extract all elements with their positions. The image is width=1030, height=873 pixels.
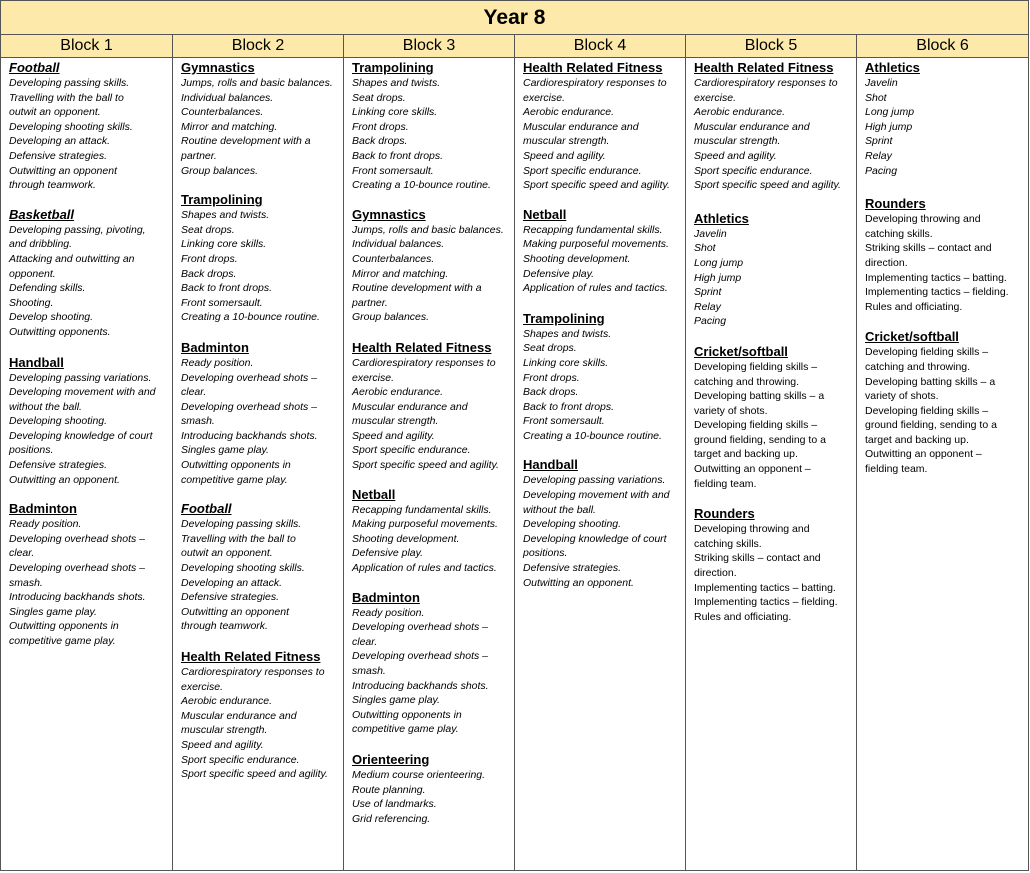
activity-line: Shooting. [9,296,54,309]
activity-line: Relay [694,300,721,313]
activity-line: Long jump [694,256,744,269]
activity-line: Individual balances. [181,91,274,104]
activity-line: Outwitting opponents. [9,325,111,338]
activity-line: Developing an attack. [9,135,110,148]
activity-section [9,355,168,488]
block-column [686,58,857,870]
block-header: Block 5 [686,35,857,57]
activity-section [181,192,339,325]
activity-line: Sport specific speed and agility. [523,179,670,192]
block-column [344,58,515,870]
activity-line: direction. [865,256,908,269]
activity-line: Outwitting an opponent – [694,463,811,476]
activity-title: Netball [352,486,396,502]
activity-line: Aerobic endurance. [181,695,273,708]
block-column [857,58,1028,870]
activity-line: fielding team. [865,463,928,476]
activity-title: Orienteering [352,751,430,767]
activity-section [352,340,510,473]
activity-section [694,344,852,491]
activity-section [181,501,339,634]
activity-line: Developing fielding skills – [694,360,818,373]
activity-line: Group balances. [181,164,259,177]
activity-line: Outwitting opponents in [181,459,291,472]
activity-lines [352,76,510,193]
activity-title: Health Related Fitness [181,649,321,664]
activity-line: opponent. [9,267,56,280]
activity-lines [9,76,168,193]
activity-line: Recapping fundamental skills. [523,223,663,236]
activity-line: Introducing backhands shots. [181,429,318,442]
block-header-row [1,35,1028,58]
activity-line: Implementing tactics – fielding. [865,286,1009,299]
activity-line: Aerobic endurance. [694,106,786,119]
block-header: Block 1 [1,35,173,57]
activity-lines [352,356,510,473]
activity-line: Muscular endurance and [181,709,297,722]
activity-line: without the ball. [523,503,596,516]
block-column [515,58,686,870]
activity-line: Mirror and matching. [181,120,278,133]
activity-line: clear. [181,386,207,399]
activity-line: Counterbalances. [352,252,435,265]
activity-line: variety of shots. [694,404,768,417]
activity-line: Sport specific endurance. [352,444,471,457]
activity-line: Group balances. [352,311,430,324]
activity-title: Football [181,501,232,517]
activity-line: Recapping fundamental skills. [352,503,492,516]
activity-line: Aerobic endurance. [352,386,444,399]
activity-line: muscular strength. [694,135,781,148]
activity-line: positions. [523,547,568,560]
activity-line: Shot [865,91,887,104]
activity-line: Javelin [865,77,898,89]
activity-line: Speed and agility. [181,738,264,751]
activity-line: Long jump [865,106,915,119]
activity-line: smash. [9,576,43,589]
activity-section [694,60,852,193]
activity-line: Implementing tactics – batting. [694,581,836,594]
activity-line: Defensive strategies. [181,591,280,604]
activity-line: Counterbalances. [181,106,264,119]
activity-line: Medium course orienteering. [352,768,486,781]
activity-line: ground fielding, sending to a [865,419,997,432]
activity-title: Health Related Fitness [523,60,663,75]
activity-line: Outwitting an opponent [9,164,117,177]
activity-line: Speed and agility. [694,149,777,162]
activity-line: Outwitting opponents in [9,620,119,633]
activity-lines [694,76,852,193]
activity-line: Muscular endurance and [694,120,810,133]
activity-line: Developing shooting skills. [9,120,133,133]
activity-line: Rules and officiating. [865,300,963,313]
activity-line: direction. [694,567,737,580]
activity-line: competitive game play. [352,723,459,736]
activity-line: Singles game play. [181,444,269,457]
activity-line: Routine development with a [352,282,482,295]
activity-line: Developing overhead shots – [352,621,489,634]
activity-line: Defending skills. [9,282,86,295]
block-header: Block 3 [344,35,515,57]
activity-line: Shooting development. [352,532,460,545]
activity-line: Defensive strategies. [9,459,108,472]
activity-line: Back to front drops. [352,149,444,162]
activity-line: Sport specific speed and agility. [181,768,328,781]
activity-lines [352,223,510,325]
activity-title: Gymnastics [181,60,255,75]
activity-line: Speed and agility. [523,149,606,162]
activity-line: Developing knowledge of court [523,532,667,545]
activity-title: Cricket/softball [865,329,959,345]
activity-line: Linking core skills. [181,238,267,251]
activity-title: Health Related Fitness [694,60,834,75]
activity-line: and dribbling. [9,238,73,251]
activity-title: Netball [523,206,567,222]
activity-line: catching and throwing. [865,360,971,373]
activity-line: Developing overhead shots – [9,562,146,575]
activity-line: Cardiorespiratory responses to [181,666,325,678]
activity-section [865,329,1024,476]
activity-line: smash. [352,665,386,677]
activity-line: target and backing up. [865,433,969,446]
activity-line: Striking skills – contact and [694,552,821,565]
activity-line: Creating a 10-bounce routine. [181,311,320,324]
activity-line: Shapes and twists. [181,209,270,222]
activity-section [865,60,1024,178]
activity-lines [523,473,681,590]
activity-lines [523,76,681,193]
activity-line: Rules and officiating. [694,610,792,623]
activity-section [865,196,1024,314]
activity-section [352,60,510,193]
activity-line: Shooting development. [523,252,631,265]
activity-lines [352,503,510,576]
activity-section [9,60,168,193]
activity-line: Outwitting opponents in [352,708,462,721]
activity-lines [181,356,339,487]
activity-line: Striking skills – contact and [865,242,992,255]
activity-line: Defensive strategies. [9,149,108,162]
activity-line: Developing overhead shots – [181,371,318,384]
activity-line: Defensive play. [352,547,424,560]
activity-line: Back drops. [352,135,408,148]
activity-line: Developing passing skills. [181,518,302,531]
activity-line: Application of rules and tactics. [352,562,497,575]
activity-line: Developing fielding skills – [865,404,989,417]
activity-line: muscular strength. [352,415,439,428]
activity-line: Attacking and outwitting an [9,252,135,265]
activity-line: Developing shooting. [9,415,108,428]
activity-line: Cardiorespiratory responses to [694,77,838,89]
activity-line: Outwitting an opponent. [9,473,120,486]
activity-line: Developing throwing and [694,523,810,536]
activity-line: Developing shooting skills. [181,562,305,575]
activity-line: Developing passing variations. [523,474,666,487]
activity-section [352,590,510,737]
activity-line: Sport specific speed and agility. [352,459,499,472]
activity-line: Developing overhead shots – [181,400,318,413]
activity-line: Routine development with a [181,135,311,148]
activity-line: Sprint [865,135,893,148]
activity-line: Pacing [865,164,898,177]
activity-title: Gymnastics [352,206,426,222]
activity-section [352,752,510,826]
table-title: Year 8 [1,1,1028,35]
activity-line: Back drops. [181,267,237,280]
activity-section [181,649,339,782]
activity-line: clear. [352,635,378,648]
activity-title: Health Related Fitness [352,339,492,355]
activity-line: fielding team. [694,477,757,490]
activity-line: Muscular endurance and [352,400,468,413]
activity-line: Application of rules and tactics. [523,282,668,295]
activity-line: Develop shooting. [9,311,94,324]
activity-line: Developing batting skills – a [865,375,996,388]
activity-line: Front somersault. [523,415,605,428]
activity-line: muscular strength. [523,135,610,148]
activity-line: catching and throwing. [694,375,800,388]
activity-lines [865,345,1024,476]
activity-title: Trampolining [181,192,263,208]
activity-line: Creating a 10-bounce routine. [352,179,491,192]
activity-line: partner. [181,149,217,162]
activity-line: High jump [865,120,913,133]
activity-line: Sprint [694,286,722,299]
activity-lines [181,76,339,178]
activity-section [523,207,681,296]
activity-line: catching skills. [694,537,762,550]
activity-title: Athletics [694,210,749,226]
activity-title: Trampolining [523,310,605,326]
activity-lines [694,522,852,624]
activity-title: Athletics [865,60,920,75]
activity-section [523,60,681,193]
activity-line: Seat drops. [523,342,577,355]
activity-line: Sport specific endurance. [694,164,813,177]
activity-line: Implementing tactics – batting. [865,271,1007,284]
activity-line: Implementing tactics – fielding. [694,596,838,609]
activity-line: Developing passing, pivoting, [9,223,146,236]
activity-section [9,501,168,648]
activity-title: Rounders [865,196,926,212]
activity-line: Relay [865,149,892,162]
activity-line: Developing fielding skills – [694,419,818,432]
block-header: Block 6 [916,37,969,54]
block-column [173,58,344,870]
activity-line: Ready position. [9,518,82,531]
activity-line: High jump [694,271,742,284]
activity-line: Developing overhead shots – [9,532,146,545]
activity-title: Badminton [181,339,249,355]
activity-line: exercise. [523,91,566,104]
activity-lines [694,360,852,491]
activity-lines [9,223,168,340]
activity-line: Defensive strategies. [523,562,622,575]
activity-title: Cricket/softball [694,343,788,359]
activity-line: Speed and agility. [352,429,435,442]
activity-line: Sport specific speed and agility. [694,179,841,192]
activity-line: competitive game play. [9,635,116,647]
activity-line: Making purposeful movements. [523,238,669,251]
activity-line: Developing fielding skills – [865,346,989,359]
activity-line: Sport specific endurance. [523,164,642,177]
activity-line: Developing throwing and [865,213,981,226]
activity-line: Cardiorespiratory responses to [352,356,496,369]
activity-line: Front drops. [352,120,409,133]
activity-lines [865,212,1024,314]
activity-line: Cardiorespiratory responses to [523,77,667,89]
activity-section [694,506,852,624]
activity-line: smash. [181,415,215,428]
activity-line: Seat drops. [181,223,235,236]
block-header: Block 2 [173,35,344,57]
activity-lines [523,223,681,296]
activity-line: Developing an attack. [181,576,282,589]
activity-line: Jumps, rolls and basic balances. [181,77,333,89]
activity-line: catching skills. [865,227,933,240]
activity-line: without the ball. [9,400,82,413]
activity-title: Rounders [694,506,755,522]
activity-title: Handball [9,354,64,370]
activity-line: Developing shooting. [523,518,622,531]
activity-section [352,487,510,576]
activity-line: Grid referencing. [352,812,431,825]
activity-line: Developing batting skills – a [694,390,825,403]
activity-line: Defensive play. [523,267,595,280]
activity-title: Badminton [9,501,77,517]
activity-line: partner. [352,296,388,309]
activity-lines [181,208,339,325]
activity-lines [694,227,852,329]
activity-section [181,60,339,178]
activity-line: Route planning. [352,783,426,796]
activity-line: Use of landmarks. [352,798,437,811]
activity-line: Developing passing variations. [9,371,152,384]
activity-line: Individual balances. [352,238,445,251]
activity-title: Trampolining [352,60,434,75]
activity-title: Badminton [352,589,420,605]
activity-line: Front somersault. [352,164,434,177]
activity-section [523,457,681,590]
activity-title: Basketball [9,206,75,222]
activity-line: Shapes and twists. [523,327,612,340]
activity-section [694,211,852,329]
activity-lines [181,665,339,782]
activity-line: target and backing up. [694,448,798,461]
activity-title: Football [9,60,60,75]
activity-line: positions. [9,444,54,457]
activity-line: muscular strength. [181,724,268,737]
activity-section [9,207,168,340]
activity-line: Outwitting an opponent – [865,448,982,461]
activity-line: outwit an opponent. [9,106,101,119]
activity-lines [9,517,168,648]
activity-line: Shapes and twists. [352,77,441,89]
activity-line: Back drops. [523,386,579,399]
activity-line: Jumps, rolls and basic balances. [352,223,504,236]
activity-line: Making purposeful movements. [352,518,498,531]
activity-line: Mirror and matching. [352,267,449,280]
block-header: Block 4 [515,35,686,57]
activity-line: Singles game play. [352,694,440,707]
activity-line: Developing passing skills. [9,77,130,89]
activity-line: variety of shots. [865,390,939,403]
activity-line: Muscular endurance and [523,120,639,133]
activity-line: exercise. [694,91,737,104]
activity-line: Developing knowledge of court [9,429,153,442]
activity-lines [181,517,339,634]
activity-line: Ready position. [181,356,254,369]
activity-line: Back to front drops. [523,400,615,413]
activity-section [352,207,510,325]
activity-line: Outwitting an opponent [181,605,289,618]
activity-line: Javelin [694,227,727,240]
activity-line: Back to front drops. [181,282,273,295]
block-column [1,58,173,870]
activity-line: competitive game play. [181,473,288,486]
activity-section [181,340,339,487]
activity-line: Introducing backhands shots. [352,679,489,692]
activity-line: Front somersault. [181,296,263,309]
activity-lines [523,327,681,444]
activity-lines [352,606,510,737]
activity-line: Aerobic endurance. [523,106,615,119]
activity-line: exercise. [181,680,224,693]
activity-line: Introducing backhands shots. [9,591,146,604]
activity-title: Handball [523,457,578,473]
activity-line: Front drops. [181,252,238,265]
activity-line: Seat drops. [352,91,406,104]
activity-line: Developing overhead shots – [352,650,489,663]
activity-line: Ready position. [352,606,425,619]
activity-line: through teamwork. [181,620,268,633]
activity-line: Creating a 10-bounce routine. [523,429,662,442]
activity-lines [865,76,1024,178]
activity-line: through teamwork. [9,179,96,192]
activity-lines [352,768,510,826]
activity-line: Pacing [694,315,727,328]
activity-line: Singles game play. [9,605,97,618]
activity-line: Linking core skills. [523,356,609,369]
activity-line: Developing movement with and [523,489,670,502]
activity-line: Linking core skills. [352,106,438,119]
activity-line: Travelling with the ball to [181,532,296,545]
activity-line: Front drops. [523,371,580,384]
activity-line: outwit an opponent. [181,547,273,560]
activity-line: Shot [694,242,716,255]
activity-line: Travelling with the ball to [9,91,124,104]
activity-line: exercise. [352,371,395,384]
activity-section [523,311,681,444]
activity-line: ground fielding, sending to a [694,433,826,446]
activity-lines [9,371,168,488]
activity-line: clear. [9,547,35,560]
activity-line: Outwitting an opponent. [523,576,634,589]
activity-line: Developing movement with and [9,386,156,399]
activity-line: Sport specific endurance. [181,753,300,766]
